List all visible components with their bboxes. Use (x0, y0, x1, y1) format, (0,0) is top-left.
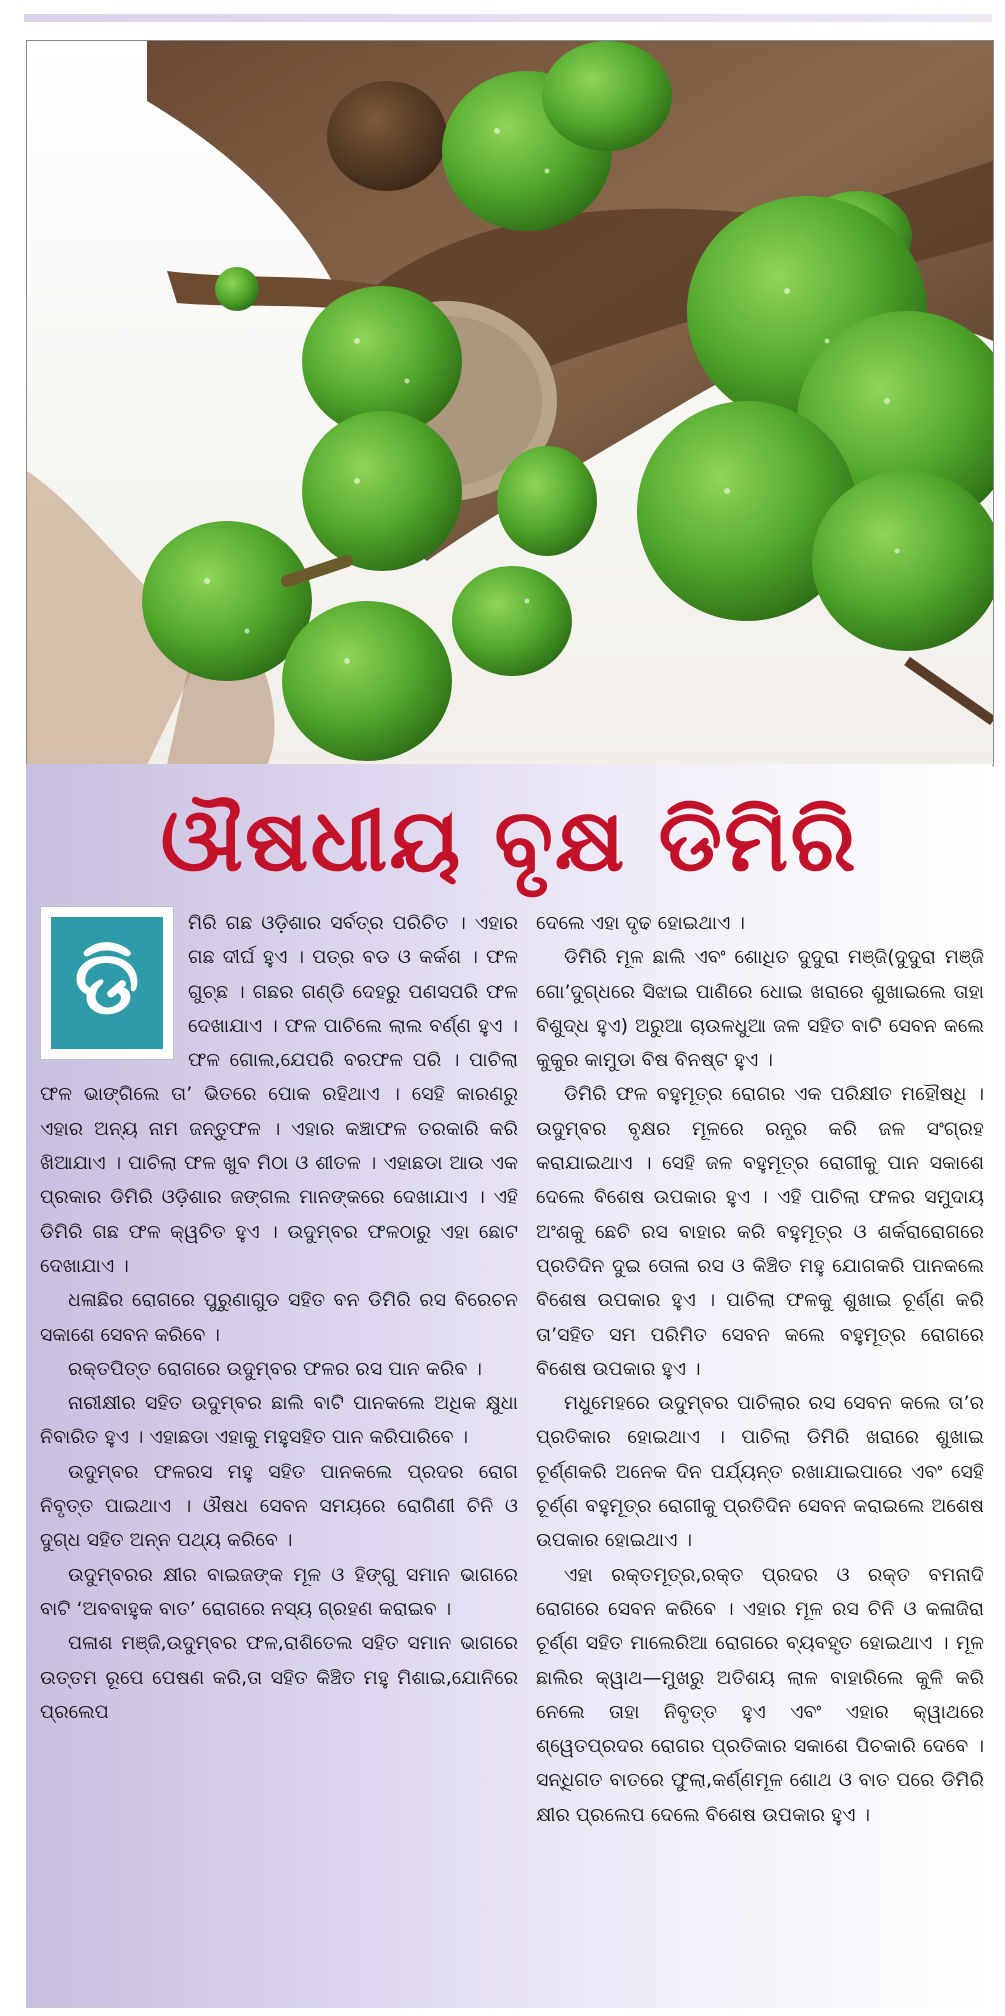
paragraph: ଧଳାଛିର ରୋଗରେ ପୁରୁଣାଗୁଡ ସହିତ ବନ ଡିମିରି ରସ ବିରେଚନ ସକାଶେ ସେବନ କରିବେ । (40, 1289, 518, 1346)
paragraph: ରକ୍ତପିତ୍ତ ରୋଗରେ ଉଦୁମ୍ବର ଫଳର ରସ ପାନ କରିବ । (68, 1357, 482, 1380)
paragraph: ଉଦୁମ୍ବରର କ୍ଷୀର ବାଇଜଙ୍କ ମୂଳ ଓ ହିଙ୍ଗୁ ସମାନ ଭାଗରେ ବାଟି ‘ଅବବାହୁକ ବାତ’ ରୋଗରେ ନସ୍ୟ ଗ୍ରହଣ କରାଇବ । (40, 1563, 518, 1620)
paragraph: ମିରି ଗଛ ଓଡ଼ିଶାର ସର୍ବତ୍ର ପରିଚିତ । ଏହାର ଗଛ ଦୀର୍ଘ ହୁଏ । ପତ୍ର ବଡ ଓ କର୍କଶ । ଫଳ ଗୁଚ୍ଛ । ଗଛର ଗଣ୍ଡି ଦେହରୁ ପଣସପରି ଫଳ ଦେଖାଯାଏ । ଫଳ ପାଚିଲେ ଲାଲ ବର୍ଣ୍ଣ ହୁଏ । ଫଳ ଗୋଲ,ଯେପରି ବରଫଳ ପରି । ପାଚିଲା ଫଳ ଭାଙ୍ଗିଲେ ତା’ ଭିତରେ ପୋକ ରହିଥାଏ । ସେହି କାରଣରୁ ଏହାର ଅନ୍ୟ ନାମ ଜନ୍ତୁଫଳ । ଏହାର କଞ୍ଚାଫଳ ତରକାରି କରି ଖିଆଯାଏ । ପାଚିଲା ଫଳ ଖୁବ ମିଠା ଓ ଶୀତଳ । ଏହାଛଡା ଆଉ ଏକ ପ୍ରକାର ଡିମିରି ଓଡ଼ିଶାର ଜଙ୍ଗଲ ମାନଙ୍କରେ ଦେଖାଯାଏ । ଏହି ଡିମିରି ଗଛ ଫଳ କ୍ୱଚିତ ହୁଏ । ଉଦୁମ୍ବର ଫଳଠାରୁ ଏହା ଛୋଟ ଦେଖାଯାଏ । (40, 912, 518, 1277)
left-column (40, 906, 518, 1729)
paragraph: ମଧୁମେହରେ ଉଦୁମ୍ବର ପାଚିଲାର ରସ ସେବନ କଲେ ତା’ର ପ୍ରତିକାର ହୋଇଥାଏ । ପାଚିଲା ଡିମିରି ଖରାରେ ଶୁଖାଇ ଚୂର୍ଣ୍ଣକରି ଅନେକ ଦିନ ପର୍ଯ୍ୟନ୍ତ ରଖାଯାଇପାରେ ଏବଂ ସେହି ଚୂର୍ଣ୍ଣ ବହୁମୂତ୍ର ରୋଗୀକୁ ପ୍ରତିଦିନ ସେବନ କରାଇଲେ ଅଶେଷ ଉପକାର ହୋଇଥାଏ । (536, 1392, 984, 1552)
right-column (536, 906, 984, 1832)
paragraph: ପଳାଶ ମଞ୍ଜି,ଉଦୁମ୍ବର ଫଳ,ରାଶିତେଲ ସହିତ ସମାନ ଭାଗରେ ଉତ୍ତମ ରୂପେ ପେଷଣ କରି,ତା ସହିତ କିଞ୍ଚିତ ମହୁ ମିଶାଇ,ଯୋନିରେ ପ୍ରଲେପ (40, 1632, 518, 1723)
fig-photo-illustration (27, 41, 993, 765)
paragraph: ଡିମିରି ମୂଳ ଛାଲି ଏବଂ ଶୋଧିତ ଦୁଦୁରା ମଞ୍ଜି(ଦୁଦୁରା ମଞ୍ଜି ଗୋ’ଦୁଗ୍ଧରେ ସିଝାଇ ପାଣିରେ ଧୋଇ ଖରାରେ ଶୁଖାଇଲେ ତାହା ବିଶୁଦ୍ଧ ହୁଏ) ଅରୁଆ ଚାଉଳଧୁଆ ଜଳ ସହିତ ବାଟି ସେବନ କଲେ କୁକୁର କାମୁଡା ବିଷ ବିନଷ୍ଟ ହୁଏ । (536, 946, 984, 1072)
paragraph: ଏହା ରକ୍ତମୂତ୍ର,ରକ୍ତ ପ୍ରଦର ଓ ରକ୍ତ ବମନାଦି ରୋଗରେ ସେବନ କରିବେ । ଏହାର ମୂଳ ରସ ଚିନି ଓ କଳାଜିରା ଚୂର୍ଣ୍ଣ ସହିତ ମାଲେରିଆ ରୋଗରେ ବ୍ୟବହୃତ ହୋଇଥାଏ । ମୂଳ ଛାଲିର କ୍ୱାଥ—ମୁଖରୁ ଅତିଶୟ ଲାଳ ବାହାରିଲେ କୁଳି କରି ନେଲେ ତାହା ନିବୃତ୍ତ ହୁଏ ଏବଂ ଏହାର କ୍ୱାଥରେ ଶ୍ୱେତପ୍ରଦର ରୋଗର ପ୍ରତିକାର ସକାଶେ ପିଚକାରି ଦେବେ । ସନ୍ଧିଗତ ବାତରେ ଫୁଲା,କର୍ଣ୍ଣମୂଳ ଶୋଥ ଓ ବାତ ପରେ ଡିମିରି କ୍ଷୀର ପ୍ରଲେପ ଦେଲେ ବିଶେଷ ଉପକାର ହୁଏ । (536, 1563, 984, 1826)
headline: ଔଷଧୀୟ ବୃକ୍ଷ ଡିମିରି (160, 791, 858, 891)
fig-fruit-photo (26, 40, 994, 766)
paragraph: ଦେଲେ ଏହା ଦୃଢ ହୋଇଥାଏ । (536, 912, 745, 934)
drop-cap-letter: ଡି (51, 917, 163, 1049)
paragraph: ଉଦୁମ୍ବର ଫଳରସ ମହୁ ସହିତ ପାନକଲେ ପ୍ରଦର ରୋଗ ନିବୃତ୍ତ ପାଇଥାଏ । ଔଷଧ ସେବନ ସମୟରେ ରୋଗିଣୀ ଚିନି ଓ ଦୁଗ୍ଧ ସହିତ ଅନ୍ନ ପଥ୍ୟ କରିବେ । (40, 1460, 518, 1552)
paragraph: ନାରୀକ୍ଷୀର ସହିତ ଉଦୁମ୍ବର ଛାଲି ବାଟି ପାନକଲେ ଅଧିକ କ୍ଷୁଧା ନିବାରିତ ହୁଏ । ଏହାଛଡା ଏହାକୁ ମହୁସହିତ ପାନ କରିପାରିବେ । (40, 1392, 518, 1449)
top-rule (24, 14, 992, 22)
paragraph: ଡିମିରି ଫଳ ବହୁମୂତ୍ର ରୋଗର ଏକ ପରିକ୍ଷୀତ ମହୌଷଧି । ଉଦୁମ୍ବର ବୃକ୍ଷର ମୂଳରେ ରନ୍ଧ୍ର କରି ଜଳ ସଂଗ୍ରହ କରାଯାଇଥାଏ । ସେହି ଜଳ ବହୁମୂତ୍ର ରୋଗୀକୁ ପାନ ସକାଶେ ଦେଲେ ବିଶେଷ ଉପକାର ହୁଏ । ଏହି ପାଚିଲା ଫଳର ସମୁଦାୟ ଅଂଶକୁ ଛେଚି ରସ ବାହାର କରି ବହୁମୂତ୍ର ଓ ଶର୍କରାରୋଗରେ ପ୍ରତିଦିନ ଦୁଇ ତୋଳା ରସ ଓ କିଞ୍ଚିତ ମହୁ ଯୋଗକରି ପାନକଲେ ବିଶେଷ ଉପକାର ହୁଏ । ପାଚିଲା ଫଳକୁ ଶୁଖାଇ ଚୂର୍ଣ୍ଣ କରି ତା’ସହିତ ସମ ପରିମିତ ସେବନ କଲେ ବହୁମୂତ୍ର ରୋଗରେ ବିଶେଷ ଉପକାର ହୁଏ । (536, 1083, 984, 1380)
article (26, 764, 992, 2008)
